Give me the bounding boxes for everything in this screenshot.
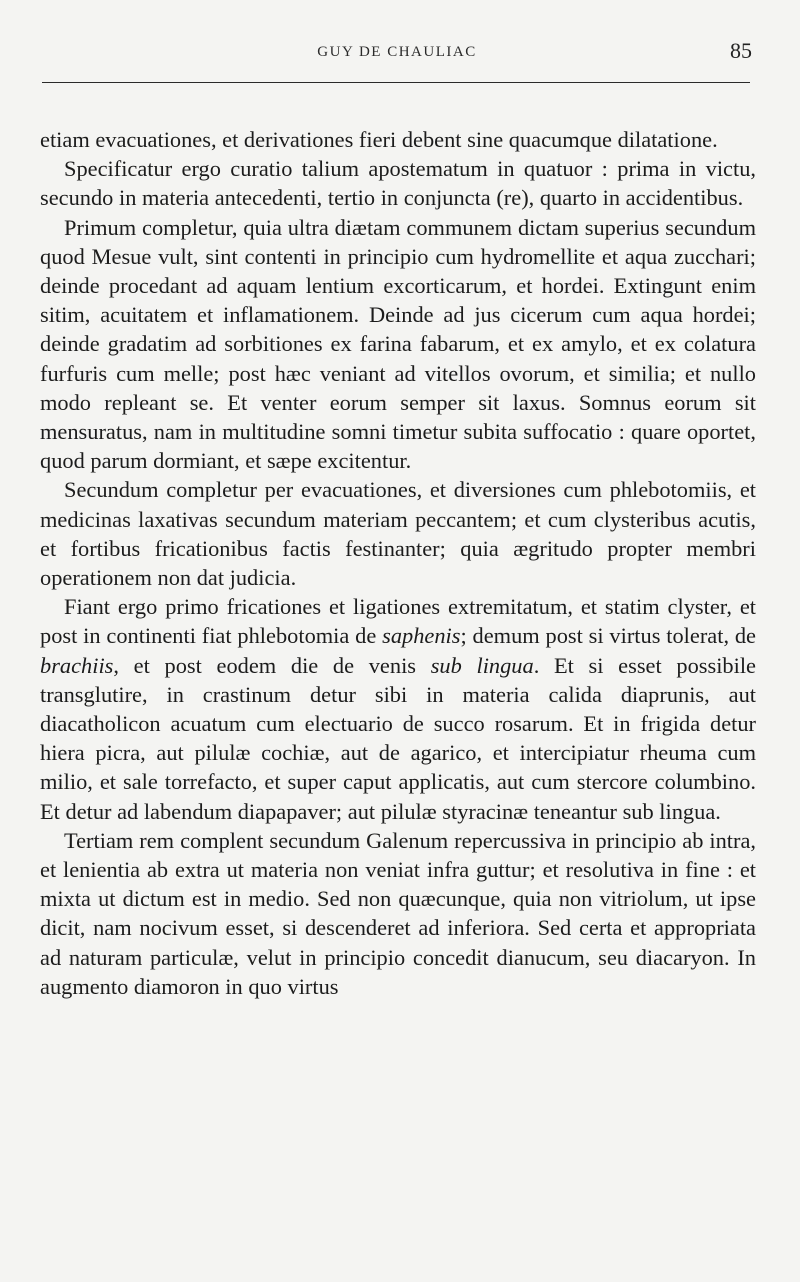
paragraph-5-part-3: , et post eodem die de venis xyxy=(113,652,431,678)
italic-term-saphenis: saphenis xyxy=(382,623,461,649)
paragraph-6: Tertiam rem complent secundum Galenum repercussiva in principio ab intra, et lenientia ab extra ut materia non veniat infra guttur; et resolutiva in fine : et mixta ut dictum est in medio. Sed non quæcunque, quia non vitriolum, ut ipse dicit, nam nocivum esset, si descenderet ad inferiora. Sed certa et appropriata ad naturam particulæ, velut in principio concedit dianucum, seu diacaryon. In augmento diamoron in quo virtus xyxy=(40,827,756,999)
page-number: 85 xyxy=(730,38,752,63)
body-text xyxy=(40,125,756,1001)
paragraph-5-part-4: . Et si esset possibile transglutire, in crastinum detur sibi in materia calida diaprunis, aut diacatholicon acuatum cum electuario de succo rosarum. Et in frigida detur hiera picra, aut pilulæ cochiæ, aut de agarico, et intercipiatur rheuma cum milio, et sale torrefacto, et super caput applicatis, aut cum stercore columbino. Et detur ad labendum diapapaver; aut pilulæ styracinæ teneantur sub lingua. xyxy=(40,652,756,824)
running-title: GUY DE CHAULIAC xyxy=(317,44,477,60)
page-header xyxy=(42,38,752,74)
paragraph-5-part-1: Fiant ergo primo fricationes et ligationes extremitatum, et statim clyster, et post in continenti fiat phlebotomia de xyxy=(40,594,756,649)
paragraph-2: Specificatur ergo curatio talium apostematum in quatuor : prima in victu, secundo in materia antecedenti, tertio in conjuncta (re), quarto in accidentibus. xyxy=(40,156,756,211)
italic-term-sub-lingua: sub lingua xyxy=(430,652,534,678)
paragraph-1: etiam evacuationes, et derivationes fieri debent sine quacumque dilatatione. xyxy=(40,127,718,152)
paragraph-5-part-2: ; demum post si virtus tolerat, de xyxy=(460,623,756,649)
italic-term-brachiis: brachiis xyxy=(40,652,114,678)
paragraph-5 xyxy=(40,592,756,826)
header-rule xyxy=(42,82,750,83)
paragraph-3: Primum completur, quia ultra diætam communem dictam superius secundum quod Mesue vult, sint contenti in principio cum hydromellite et aqua zucchari; deinde procedant ad aquam lentium excorticarum, et hordei. Extingunt enim sitim, acuitatem et inflamationem. Deinde ad jus cicerum cum aqua hordei; deinde gradatim ad sorbitiones ex farina fabarum, et ex amylo, et ex colatura furfuris cum melle; post hæc veniant ad vitellos ovorum, et similia; et nullo modo repleant se. Et venter eorum semper sit laxus. Somnus eorum sit mensuratus, nam in multitudine somni timetur subita suffocatio : quare oportet, quod parum dormiant, et sæpe excitentur. xyxy=(40,214,756,474)
paragraph-4: Secundum completur per evacuationes, et diversiones cum phlebotomiis, et medicinas laxativas secundum materiam peccantem; et cum clysteribus acutis, et fortibus fricationibus factis festinanter; quia ægritudo propter membri operationem non dat judicia. xyxy=(40,477,756,591)
